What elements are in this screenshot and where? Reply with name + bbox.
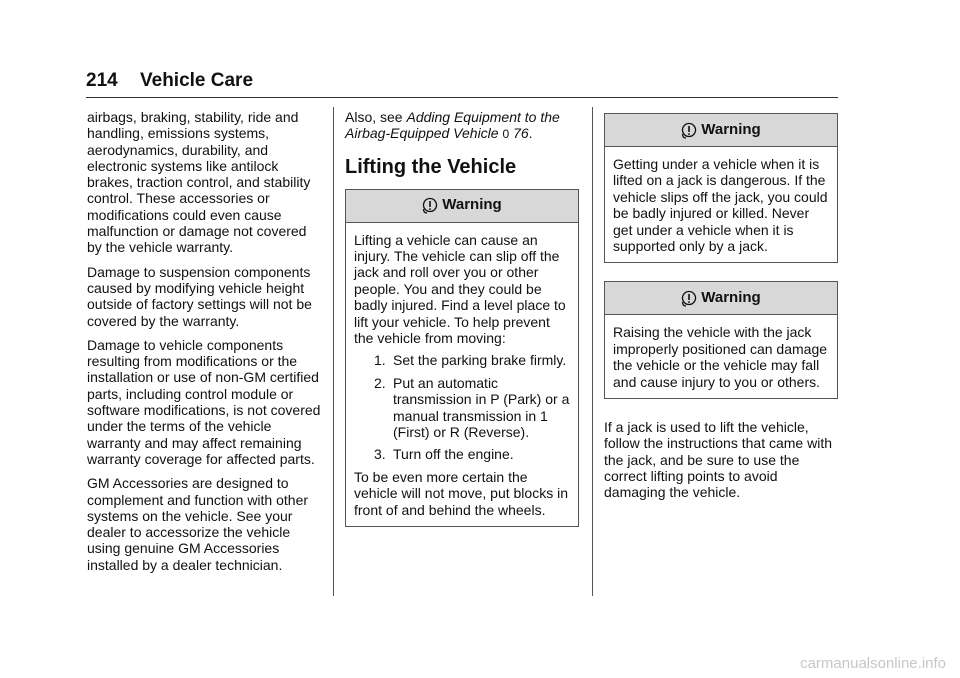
- caution-icon: [422, 197, 438, 214]
- warning-box: [604, 281, 838, 399]
- column-divider: [592, 107, 593, 596]
- warning-text: To be even more certain the vehicle will not move, put blocks in front of and behind the wheels.: [354, 468, 568, 518]
- watermark: carmanualsonline.info: [800, 655, 946, 672]
- warning-title: Warning: [701, 289, 761, 307]
- list-item: 3. Turn off the engine.: [374, 446, 514, 463]
- page-reference-icon: 0: [502, 127, 510, 142]
- warning-body: [346, 223, 578, 527]
- cross-reference-link[interactable]: Adding Equipment to the Airbag-Equipped Vehicle: [345, 109, 560, 142]
- page-number: 214: [86, 70, 118, 91]
- page-reference[interactable]: 76: [513, 125, 529, 142]
- paragraph: Damage to vehicle components resulting from modifications or the installation or use of non-GM certified parts, including control module or software modifications, is not covered under the terms of the vehicle warranty and may affect remaining warranty coverage for affected parts.: [87, 336, 321, 467]
- column-divider: [333, 107, 334, 596]
- paragraph: airbags, braking, stability, ride and handling, emissions systems, aerodynamics, durability, and electronic systems like antilock brakes, traction control, and stability control. These accessories or modifications could even cause malfunction or damage not covered by the vehicle warranty.: [87, 109, 311, 256]
- section-title: Lifting the Vehicle: [345, 155, 517, 178]
- warning-header: [346, 190, 578, 223]
- page-header: [86, 70, 838, 92]
- warning-text: Raising the vehicle with the jack improperly positioned can damage the vehicle or the vehicle may fall and cause injury to you or others.: [613, 324, 828, 390]
- warning-body: [605, 147, 837, 262]
- warning-title: Warning: [701, 120, 761, 138]
- steps-list: [354, 352, 570, 462]
- column-3: [604, 113, 838, 509]
- column-2: [345, 109, 579, 527]
- column-1: [87, 109, 323, 581]
- warning-title: Warning: [442, 196, 502, 214]
- header-rule: [86, 97, 838, 98]
- section-heading: Vehicle Care: [140, 70, 254, 91]
- warning-header: [605, 114, 837, 147]
- caution-icon: [681, 122, 697, 139]
- paragraph: Damage to suspension components caused by modifying vehicle height outside of factory settings will not be covered by the warranty.: [87, 263, 312, 329]
- warning-text: Getting under a vehicle when it is lifted on a jack is dangerous. If the vehicle slips off the jack, you could be badly injured or killed. Never get under a vehicle when it is supported only by a jack.: [613, 156, 828, 255]
- caution-icon: [681, 290, 697, 307]
- warning-box: [345, 189, 579, 528]
- paragraph: If a jack is used to lift the vehicle, follow the instructions that came with the jack, and be sure to use the correct lifting points to avoid damaging the vehicle.: [604, 419, 832, 501]
- see-also-paragraph: Also, see Adding Equipment to the Airbag-Equipped Vehicle 0 76.: [345, 109, 560, 142]
- list-item: 2. Put an automatic transmission in P (Park) or a manual transmission in 1 (First) or R (Reverse).: [374, 374, 570, 441]
- warning-box: [604, 113, 838, 263]
- paragraph: GM Accessories are designed to complement and function with other systems on the vehicle. See your dealer to accessorize the vehicle using genuine GM Accessories installed by a dealer technician.: [87, 475, 309, 573]
- list-item: 1. Set the parking brake firmly.: [374, 352, 567, 369]
- warning-text: Lifting a vehicle can cause an injury. The vehicle can slip off the jack and roll over you or other people. You and they could be badly injured. Find a level place to lift your vehicle. To help prevent the vehicle from moving:: [354, 231, 566, 347]
- warning-body: [605, 315, 837, 398]
- warning-header: [605, 282, 837, 315]
